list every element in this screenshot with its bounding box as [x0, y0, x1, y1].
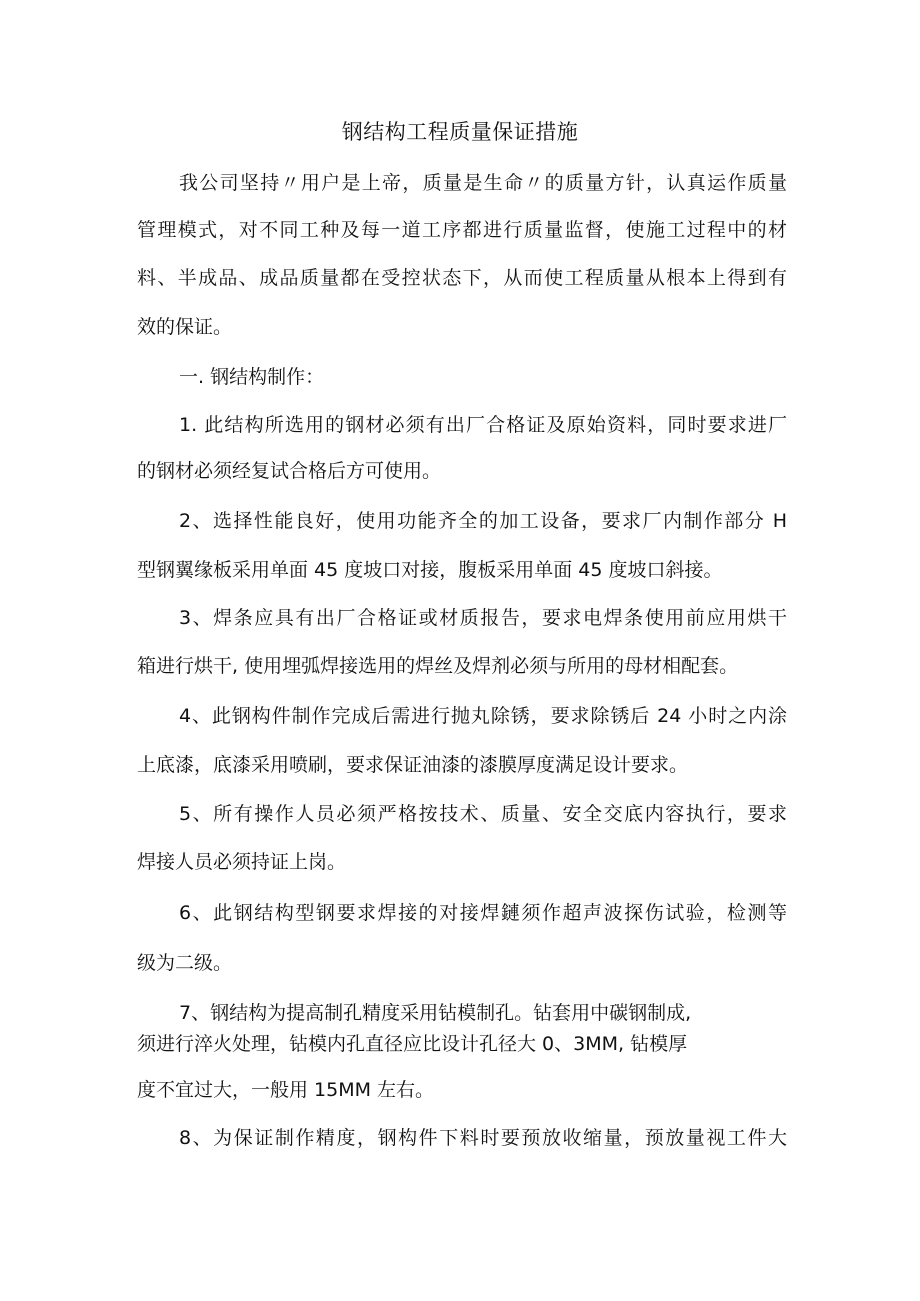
item-5-line-2: 焊接人员必须持证上岗。 [137, 851, 347, 873]
item-7-line-3: 度不宜过大，一般用 15MM 左右。 [137, 1079, 435, 1101]
item-1-line-1: 1. 此结构所选用的钢材必须有出厂合格证及原始资料，同时要求进厂 [179, 414, 787, 436]
item-3-line-2: 箱进行烘干, 使用埋弧焊接选用的焊丝及焊剂必须与所用的母材相配套。 [137, 655, 739, 677]
item-2-line-2: 型钢翼缘板采用单面 45 度坡口对接，腹板采用单面 45 度坡口斜接。 [137, 559, 723, 581]
item-6-line-2: 级为二级。 [137, 952, 233, 974]
intro-line-3: 料、半成品、成品质量都在受控状态下，从而使工程质量从根本上得到有 [137, 267, 787, 289]
item-4-line-2: 上底漆，底漆采用喷刷，要求保证油漆的漆膜厚度满足设计要求。 [137, 754, 689, 776]
item-2-line-1: 2、选择性能良好，使用功能齐全的加工设备，要求厂内制作部分 H [179, 510, 787, 532]
item-7-line-1: 7、钢结构为提高制孔精度采用钻模制孔。钻套用中碳钢制成, [179, 1002, 692, 1024]
item-1-line-2: 的钢材必须经复试合格后方可使用。 [137, 460, 442, 482]
document-title: 钢结构工程质量保证措施 [341, 120, 579, 144]
item-5-line-1: 5、所有操作人员必须严格按技术、质量、安全交底内容执行，要求 [179, 803, 787, 825]
intro-line-4: 效的保证。 [137, 316, 233, 338]
intro-line-1: 我公司坚持〃用户是上帝，质量是生命〃的质量方针，认真运作质量 [179, 172, 787, 194]
section-heading: 一. 钢结构制作： [179, 366, 325, 388]
item-4-line-1: 4、此钢构件制作完成后需进行抛丸除锈，要求除锈后 24 小时之内涂 [179, 705, 787, 727]
item-7-line-2: 须进行淬火处理，钻模内孔直径应比设计孔径大 0、3MM, 钻模厚 [137, 1033, 688, 1055]
item-3-line-1: 3、焊条应具有出厂合格证或材质报告，要求电焊条使用前应用烘干 [179, 607, 787, 629]
item-6-line-1: 6、此钢结构型钢要求焊接的对接焊鏈须作超声波探伤试验，检测等 [179, 902, 787, 924]
item-8-line-1: 8、为保证制作精度，钢构件下料时要预放收缩量，预放量视工件大 [179, 1127, 787, 1149]
intro-line-2: 管理模式，对不同工种及每一道工序都进行质量监督，使施工过程中的材 [137, 219, 787, 241]
